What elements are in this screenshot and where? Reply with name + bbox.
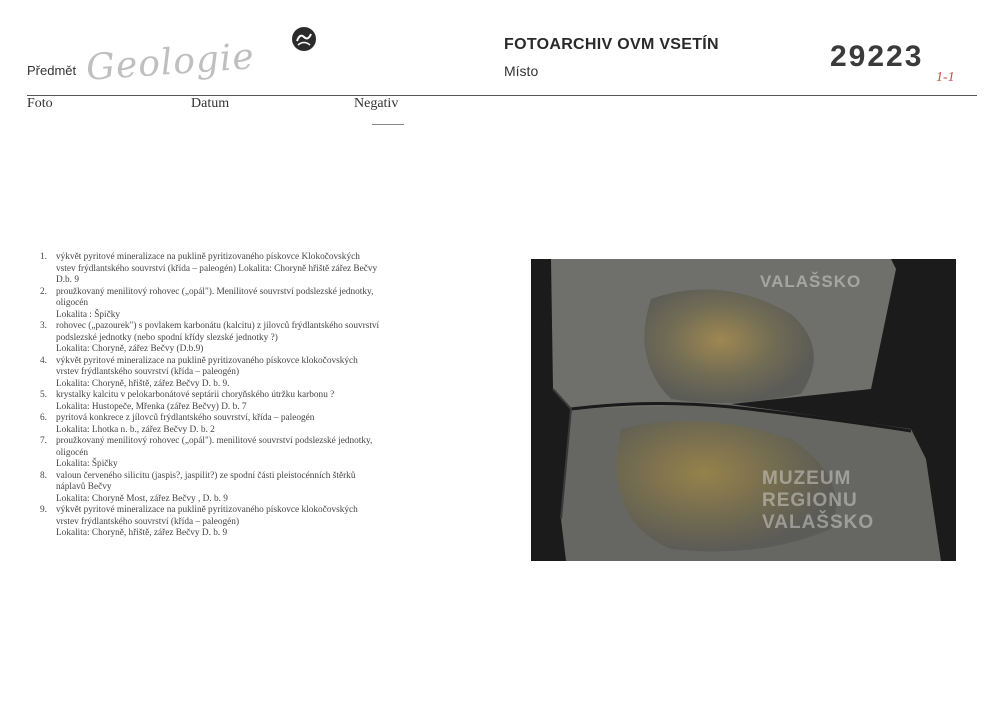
list-item-line: pyritová konkrece z jílovců frýdlantského souvrství, křída – paleogén (56, 413, 315, 423)
list-item-line: Lokalita: Choryně Most, zářez Bečvy , D. b. 9 (56, 493, 228, 504)
list-item-line: Lokalita: Hustopeče, Mřenka (zářez Bečvy) D. b. 7 (56, 401, 247, 412)
list-item (40, 390, 440, 413)
specimen-list (40, 252, 440, 540)
list-item-line: krystalky kalcitu v pelokarbonátové septárii choryňského útržku karbonu ? (56, 390, 335, 400)
list-item-line: Lokalita: Choryně, zářez Bečvy (D.b.9) (56, 344, 204, 354)
list-item-number: 3. (40, 321, 47, 331)
list-item-line: valoun červeného silicitu (jaspis?, jaspilit?) ze spodní části pleistocénních štěrků (56, 470, 356, 481)
archive-title: FOTOARCHIV OVM VSETÍN (504, 36, 719, 53)
list-item-line: oligocén (56, 447, 89, 458)
negative-label: Negativ (354, 96, 399, 111)
watermark-top: VALAŠSKO (760, 272, 862, 291)
list-item (40, 471, 440, 506)
list-item (40, 287, 440, 322)
place-label: Místo (504, 63, 539, 79)
list-item (40, 413, 440, 436)
museum-logo-icon (290, 25, 318, 53)
list-item-line: Lokalita: Špičky (56, 459, 118, 469)
list-item (40, 436, 440, 471)
list-item-number: 9. (40, 505, 47, 515)
list-item-line: Lokalita: Choryně, hřiště, zářez Bečvy D. b. 9 (56, 528, 228, 538)
list-item (40, 356, 440, 391)
list-item-line: vrstev frýdlantského souvrství (křída – paleogén) (56, 367, 240, 377)
list-item-number: 8. (40, 470, 47, 481)
watermark-line: REGIONU (762, 490, 858, 511)
subject-handwriting: Geologie (84, 36, 257, 89)
list-item (40, 321, 440, 356)
list-item-line: Lokalita: Lhotka n. b., zářez Bečvy D. b. 2 (56, 424, 215, 435)
list-item-line: výkvět pyritové mineralizace na puklině pyritizovaného pískovce Klokočovských (56, 252, 360, 262)
list-item-line: vrstev frýdlantského souvrství (křída – paleogén) (56, 516, 240, 527)
list-item-line: proužkovaný menilitový rohovec („opál"). Menilitové souvrství podslezské jednotky, (56, 286, 374, 297)
list-item (40, 505, 440, 540)
list-item-line: oligocén (56, 298, 89, 308)
date-label: Datum (191, 96, 230, 111)
list-item-line: rohovec („pazourek") s povlakem karbonátu (kalcitu) z jílovců frýdlantského souvrství (56, 321, 380, 331)
list-item-line: vstev frýdlantského souvrství (křída – paleogén) Lokalita: Choryně hřiště zářez Bečvy (56, 263, 378, 274)
watermark-bottom (762, 468, 874, 534)
negative-underline (372, 124, 404, 125)
list-item-number: 1. (40, 252, 47, 262)
list-item-line: Lokalita: Choryně, hřiště, zářez Bečvy D. b. 9. (56, 378, 230, 389)
subject-label: Předmět (27, 63, 77, 78)
list-item-line: náplavů Bečvy (56, 482, 112, 492)
list-item (40, 252, 440, 287)
list-item-number: 6. (40, 413, 47, 423)
header-divider (27, 95, 977, 96)
list-item-number: 4. (40, 355, 47, 366)
specimen-photo (531, 259, 956, 561)
watermark-line: MUZEUM (762, 468, 852, 489)
list-item-line: proužkovaný menilitový rohovec („opál"). menilitové souvrství podslezské jednotky, (56, 436, 373, 446)
photo-label: Foto (27, 96, 53, 111)
list-item-number: 2. (40, 286, 47, 297)
rock-specimen-image (531, 259, 956, 561)
list-item-line: D.b. 9 (56, 275, 79, 285)
record-suffix: 1-1 (936, 70, 955, 85)
watermark-line: VALAŠSKO (762, 512, 875, 533)
list-item-line: Lokalita : Špičky (56, 309, 121, 320)
list-item-number: 7. (40, 436, 47, 446)
record-number: 29223 (830, 40, 924, 73)
list-item-number: 5. (40, 390, 47, 400)
list-item-line: výkvět pyritové mineralizace na puklině pyritizovaného pískovce klokočovských (56, 505, 358, 515)
list-item-line: podslezské jednotky (nebo spodní křídy slezské jednotky ?) (56, 332, 278, 343)
list-item-line: výkvět pyritové mineralizace na puklině pyritizovaného pískovce klokočovských (56, 355, 358, 366)
